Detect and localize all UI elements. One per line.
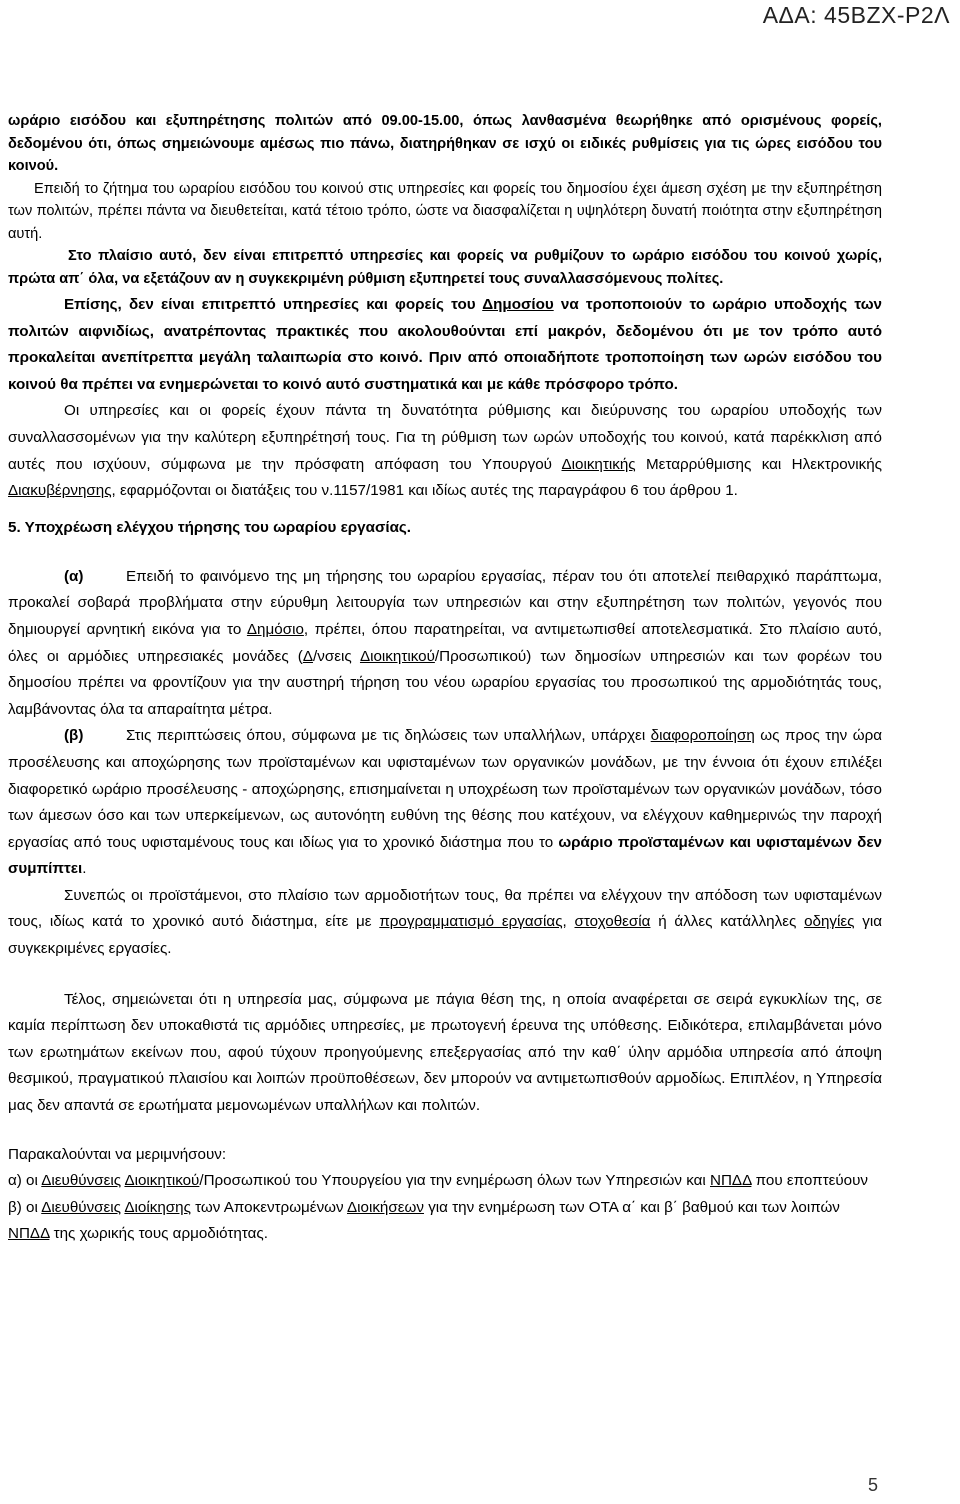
paragraph-recipient-b: β) οι Διευθύνσεις Διοίκησης των Αποκεντρωμένων Διοικήσεων για την ενημέρωση των ΟΤΑ α΄ και β΄ βαθμού και των λοιπών ΝΠΔΔ της χωρικής τους αρμοδιότητας. [8, 1198, 840, 1243]
paragraph-closing: Τέλος, σημειώνεται ότι η υπηρεσία μας, σύμφωνα με πάγια θέση της, η οποία αναφέρεται σε σειρά εγκυκλίων της, σε καμία περίπτωση δεν υποκαθιστά τις αρμόδιες υπηρεσίες, με πρωτογενή έρευνα της υπόθεσης. Ειδικότερα, επιλαμβάνεται μόνο των ερωτημάτων εκείνων που, αφού τύχουν προηγούμενης επεξεργασίας από την καθ΄ ύλην αρμόδια υπηρεσία από άποψη θεσμικού, πραγματικού πλαισίου και λοιπών προϋποθέσεων, δεν μπορούν να αντιμετωπισθούν αρμοδίως. Επιπλέον, η Υπηρεσία μας δεν απαντά σε ερωτήματα μεμονωμένων υπαλλήλων και πολιτών. [8, 990, 882, 1115]
paragraph-schedule-adjustment: Οι υπηρεσίες και οι φορείς έχουν πάντα τη δυνατότητα ρύθμισης και διεύρυνσης του ωραρίου υποδοχής των συναλλασσομένων για την καλύτερη εξυπηρέτησή τους. Για τη ρύθμιση των ωρών υποδοχής του κοινού, κατά παρέκκλιση από αυτές που ισχύουν, σύμφωνα με την πρόσφατη απόφαση του Υπουργού Διοικητικής Μεταρρύθμισης και Ηλεκτρονικής Διακυβέρνησης, εφαρμόζονται οι διατάξεις του ν.1157/1981 και ιδίως αυτές της παραγράφου 6 του άρθρου 1. [8, 402, 882, 500]
section-5-heading: 5. Υποχρέωση ελέγχου τήρησης του ωραρίου εργασίας. [8, 518, 412, 536]
label-b: (β) [64, 727, 84, 745]
paragraph-framework: Στο πλαίσιο αυτό, δεν είναι επιτρεπτό υπηρεσίες και φορείς να ρυθμίζουν το ωράριο εισόδου του κοινού χωρίς, πρώτα απ΄ όλα, να εξετάζουν αν η συγκεκριμένη ρύθμιση εξυπηρετεί τους συναλλασσόμενους πολίτες. [8, 248, 882, 287]
paragraph-supervisors: Συνεπώς οι προϊστάμενοι, στο πλαίσιο των αρμοδιοτήτων τους, θα πρέπει να ελέγχουν την απόδοση των υφισταμένων τους, ιδίως κατά το χρονικό αυτό διάστημα, είτε με προγραμματισμό εργασίας, στοχοθεσία ή άλλες κατάλληλες οδηγίες για συγκεκριμένες εργασίες. [8, 886, 882, 958]
document-body [8, 110, 882, 1248]
paragraph-public-service: Επειδή το ζήτημα του ωραρίου εισόδου του κοινού στις υπηρεσίες και φορείς του δημοσίου έχει άμεση σχέση με την εξυπηρέτηση των πολιτών, πρέπει πάντα να διευθετείται, κατά τέτοιο τρόπο, ώστε να διασφαλίζεται η υψηλότερη δυνατή ποιότητα στην εξυπηρέτηση αυτή. [8, 180, 882, 242]
paragraph-b: (β) Στις περιπτώσεις όπου, σύμφωνα με τις δηλώσεις των υπαλλήλων, υπάρχει διαφοροποίηση ως προς την ώρα προσέλευσης και αποχώρησης των προϊσταμένων και υφισταμένων των οργανικών μονάδων, με την έννοια ότι έχουν επιλέξει διαφορετικό ωράριο προσέλευσης - αποχώρησης, επισημαίνεται η υποχρέωση των προϊσταμένων των οργανικών μονάδων, τόσο των άμεσων όσο και των υπερκείμενων, ως αυτονόητη ευθύνη της θέσης που κατέχουν, να ελέγχουν καθημερινώς την παροχή εργασίας από τους υφισταμένους τους και ιδίως για το χρονικό διάστημα που το ωράριο προϊσταμένων και υφισταμένων δεν συμπίπτει. [8, 723, 882, 883]
paragraph-a: (α) Επειδή το φαινόμενο της μη τήρησης του ωραρίου εργασίας, πέραν του ότι αποτελεί πειθαρχικό παράπτωμα, προκαλεί σοβαρά προβλήματα στην εύρυθμη λειτουργία των υπηρεσιών και στην εξυπηρέτηση των πολιτών, γεγονός που δημιουργεί αρνητική εικόνα για το Δημόσιο, πρέπει, όπου παρατηρείται, να αντιμετωπισθεί αποτελεσματικά. Στο πλαίσιο αυτό, όλες οι αρμόδιες υπηρεσιακές μονάδες (Δ/νσεις Διοικητικού/Προσωπικού) των δημοσίων υπηρεσιών και των φορέων του δημοσίου πρέπει να φροντίζουν για την αυστηρή τήρηση του νέου ωραρίου εργασίας του προσωπικού της αρμοδιότητάς τους, λαμβάνοντας όλα τα απαραίτητα μέτρα. [8, 564, 882, 724]
label-a: (α) [64, 567, 84, 585]
page-number: 5 [867, 1475, 878, 1495]
paragraph-recipient-a: α) οι Διευθύνσεις Διοικητικού/Προσωπικού του Υπουργείου για την ενημέρωση όλων των Υπηρεσιών και ΝΠΔΔ που εποπτεύουν [8, 1172, 869, 1190]
ada-code: ΑΔΑ: 45ΒΖΧ-Ρ2Λ [762, 2, 950, 28]
paragraph-opening-hours: ωράριο εισόδου και εξυπηρέτησης πολιτών από 09.00-15.00, όπως λανθασμένα θεωρήθηκε από ορισμένους φορείς, δεδομένου ότι, όπως σημειώνουμε αμέσως πιο πάνω, διατηρήθηκαν σε ισχύ οι ειδικές ρυθμίσεις για τις ώρες εισόδου του κοινού. [8, 113, 882, 174]
paragraph-modification-rule: Επίσης, δεν είναι επιτρεπτό υπηρεσίες και φορείς του Δημοσίου να τροποποιούν το ωράριο υποδοχής των πολιτών αιφνιδίως, ανατρέποντας πρακτικές που ακολουθούνται επί μακρόν, δεδομένου ότι με τον τρόπο αυτό προκαλείται ανεπίτρεπτα μεγάλη ταλαιπωρία στο κοινό. Πριν από οποιαδήποτε τροποποίηση των ωρών εισόδου του κοινού θα πρέπει να ενημερώνεται το κοινό αυτό συστηματικά και με κάθε πρόσφορο τρόπο. [8, 296, 882, 393]
paragraph-request: Παρακαλούνται να μεριμνήσουν: [8, 1145, 227, 1163]
